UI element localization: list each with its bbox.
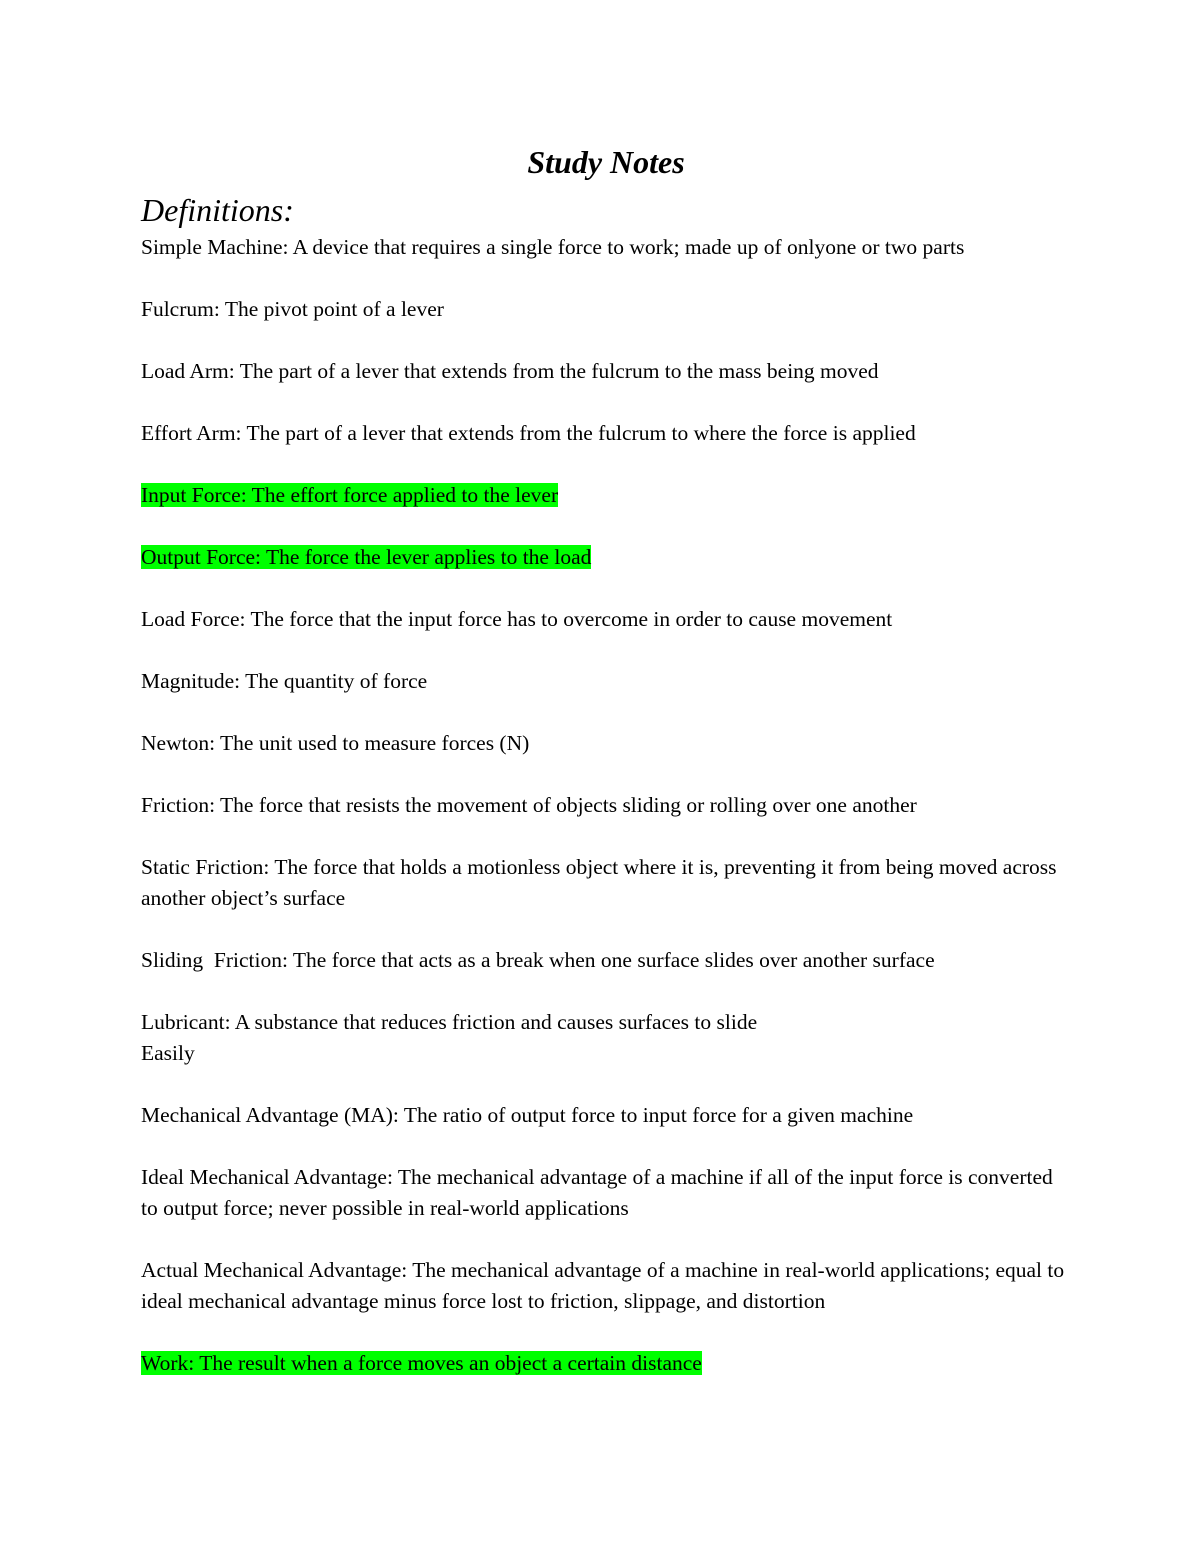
definition-item bbox=[141, 356, 1071, 387]
definition-text: Friction: The force that resists the movement of objects sliding or rolling over one another bbox=[141, 793, 917, 817]
definition-text: Load Arm: The part of a lever that extends from the fulcrum to the mass being moved bbox=[141, 359, 879, 383]
definition-item-highlighted bbox=[141, 1348, 1071, 1379]
definition-item bbox=[141, 728, 1071, 759]
definition-text: Work: The result when a force moves an object a certain distance bbox=[141, 1351, 702, 1375]
definition-text: Simple Machine: A device that requires a single force to work; made up of onlyone or two parts bbox=[141, 235, 965, 259]
definition-item bbox=[141, 945, 1071, 976]
section-heading: Definitions: bbox=[141, 192, 294, 228]
definition-text: Actual Mechanical Advantage: The mechanical advantage of a machine in real-world applications; equal to ideal mechanical advantage minus force lost to friction, slippage, and distortion bbox=[141, 1258, 1070, 1313]
definition-text: Magnitude: The quantity of force bbox=[141, 669, 428, 693]
definition-item bbox=[141, 1007, 1071, 1069]
definition-text: Fulcrum: The pivot point of a lever bbox=[141, 297, 444, 321]
definition-item bbox=[141, 418, 1071, 449]
definition-text: Lubricant: A substance that reduces friction and causes surfaces to slide Easily bbox=[141, 1010, 758, 1065]
definition-item bbox=[141, 1255, 1071, 1317]
definition-item bbox=[141, 1162, 1071, 1224]
definition-text: Effort Arm: The part of a lever that extends from the fulcrum to where the force is applied bbox=[141, 421, 916, 445]
definition-item bbox=[141, 666, 1071, 697]
definition-text: Sliding Friction: The force that acts as a break when one surface slides over another surface bbox=[141, 948, 935, 972]
definition-text: Load Force: The force that the input force has to overcome in order to cause movement bbox=[141, 607, 893, 631]
definition-item-highlighted bbox=[141, 542, 1071, 573]
definition-text: Newton: The unit used to measure forces (N) bbox=[141, 731, 530, 755]
definition-text: Mechanical Advantage (MA): The ratio of output force to input force for a given machine bbox=[141, 1103, 914, 1127]
definition-item bbox=[141, 852, 1071, 914]
definition-text: Static Friction: The force that holds a motionless object where it is, preventing it from being moved across another object’s surface bbox=[141, 855, 1062, 910]
document-page bbox=[141, 140, 1071, 1410]
definition-text: Input Force: The effort force applied to the lever bbox=[141, 483, 559, 507]
definition-text: Output Force: The force the lever applies to the load bbox=[141, 545, 592, 569]
definition-item bbox=[141, 294, 1071, 325]
definition-item bbox=[141, 232, 1071, 263]
definition-item-highlighted bbox=[141, 480, 1071, 511]
definition-item bbox=[141, 790, 1071, 821]
definition-text: Ideal Mechanical Advantage: The mechanical advantage of a machine if all of the input force is converted to output force; never possible in real-world applications bbox=[141, 1165, 1059, 1220]
definition-item bbox=[141, 1100, 1071, 1131]
definition-item bbox=[141, 604, 1071, 635]
page-title: Study Notes bbox=[527, 144, 685, 180]
